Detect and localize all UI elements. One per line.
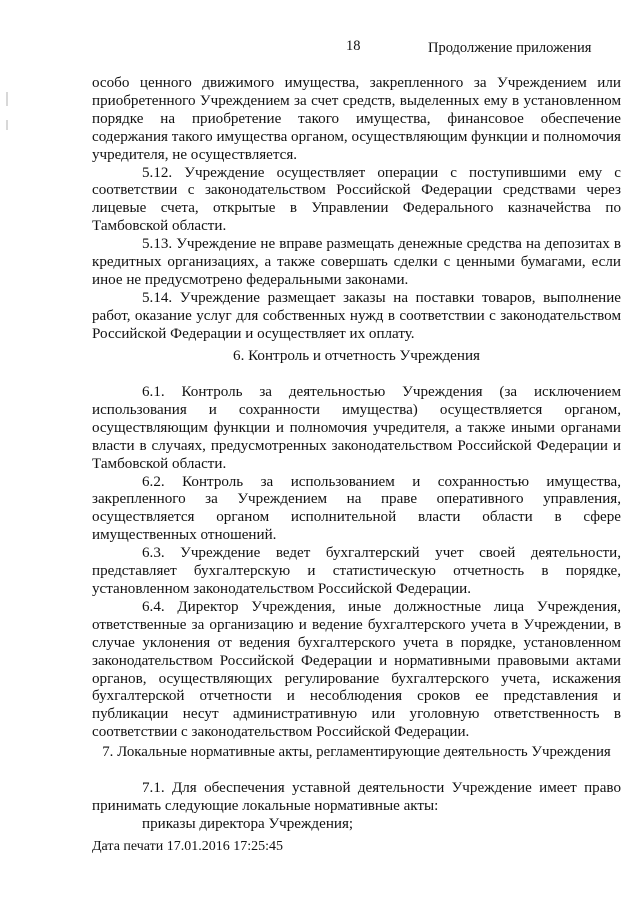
paragraph-6-1: 6.1. Контроль за деятельностью Учреждения (за исключением использования и сохранности имущества) осуществляется органом, осуществляющим функции и полномочия учредителя, а также иными органами власти в случаях, предусмотренных законодательством Российской Федерации и Тамбовской области. bbox=[92, 384, 621, 472]
list-item-director-orders: приказы директора Учреждения; bbox=[142, 815, 354, 832]
paragraph-5-11-tail: особо ценного движимого имущества, закрепленного за Учреждением или приобретенного Учреждением за счет средств, выделенных ему в установленном порядке на приобретение такого имущества, финансовое обеспечение содержания такого имущества органом, осуществляющим функции и полномочия учредителя, не осуществляется. bbox=[92, 75, 621, 163]
paragraph-6-4: 6.4. Директор Учреждения, иные должностные лица Учреждения, ответственные за организацию и ведение бухгалтерского учета в Учреждении, в случае уклонения от ведения бухгалтерского учета в порядке, установленном законодательством Российской Федерации и нормативными правовыми актами органов, осуществляющих регулирование бухгалтерского учета, искажения бухгалтерской отчетности и несоблюдения сроков ее представления и публикации несут административную или уголовную ответственность в соответствии с законодательством Российской Федерации. bbox=[92, 598, 621, 741]
paragraph-5-13: 5.13. Учреждение не вправе размещать денежные средства на депозитах в кредитных организациях, а также совершать сделки с ценными бумагами, если иное не предусмотрено федеральными законами. bbox=[92, 236, 621, 288]
print-date: Дата печати 17.01.2016 17:25:45 bbox=[92, 839, 284, 854]
paragraph-6-3: 6.3. Учреждение ведет бухгалтерский учет своей деятельности, представляет бухгалтерскую и статистическую отчетность в порядке, установленном законодательством Российской Федерации. bbox=[92, 545, 621, 597]
section-7-heading: 7. Локальные нормативные акты, регламентирующие деятельность Учреждения bbox=[102, 744, 611, 760]
paragraph-5-14: 5.14. Учреждение размещает заказы на поставки товаров, выполнение работ, оказание услуг для собственных нужд в соответствии с законодательством Российской Федерации и осуществляет их оплату. bbox=[92, 289, 621, 342]
section6-body bbox=[92, 384, 621, 742]
section-6-heading: 6. Контроль и отчетность Учреждения bbox=[233, 348, 480, 364]
section5-continuation bbox=[92, 75, 621, 344]
paragraph-7-1: 7.1. Для обеспечения уставной деятельности Учреждение имеет право принимать следующие локальные нормативные акты: bbox=[92, 780, 621, 814]
scan-margin-mark bbox=[6, 92, 8, 106]
scan-margin-mark bbox=[6, 120, 8, 130]
continuation-header: Продолжение приложения bbox=[428, 40, 592, 56]
paragraph-5-12: 5.12. Учреждение осуществляет операции с поступившими ему с соответствии с законодательством Российской Федерации средствами через лицевые счета, открытые в Управлении Федерального казначейства по Тамбовской области. bbox=[92, 164, 621, 235]
paragraph-6-2: 6.2. Контроль за использованием и сохранностью имущества, закрепленного за Учреждением на праве оперативного управления, осуществляется органом исполнительной власти области в сфере имущественных отношений. bbox=[92, 473, 621, 544]
section7-body bbox=[92, 780, 621, 834]
page-number: 18 bbox=[346, 38, 361, 54]
